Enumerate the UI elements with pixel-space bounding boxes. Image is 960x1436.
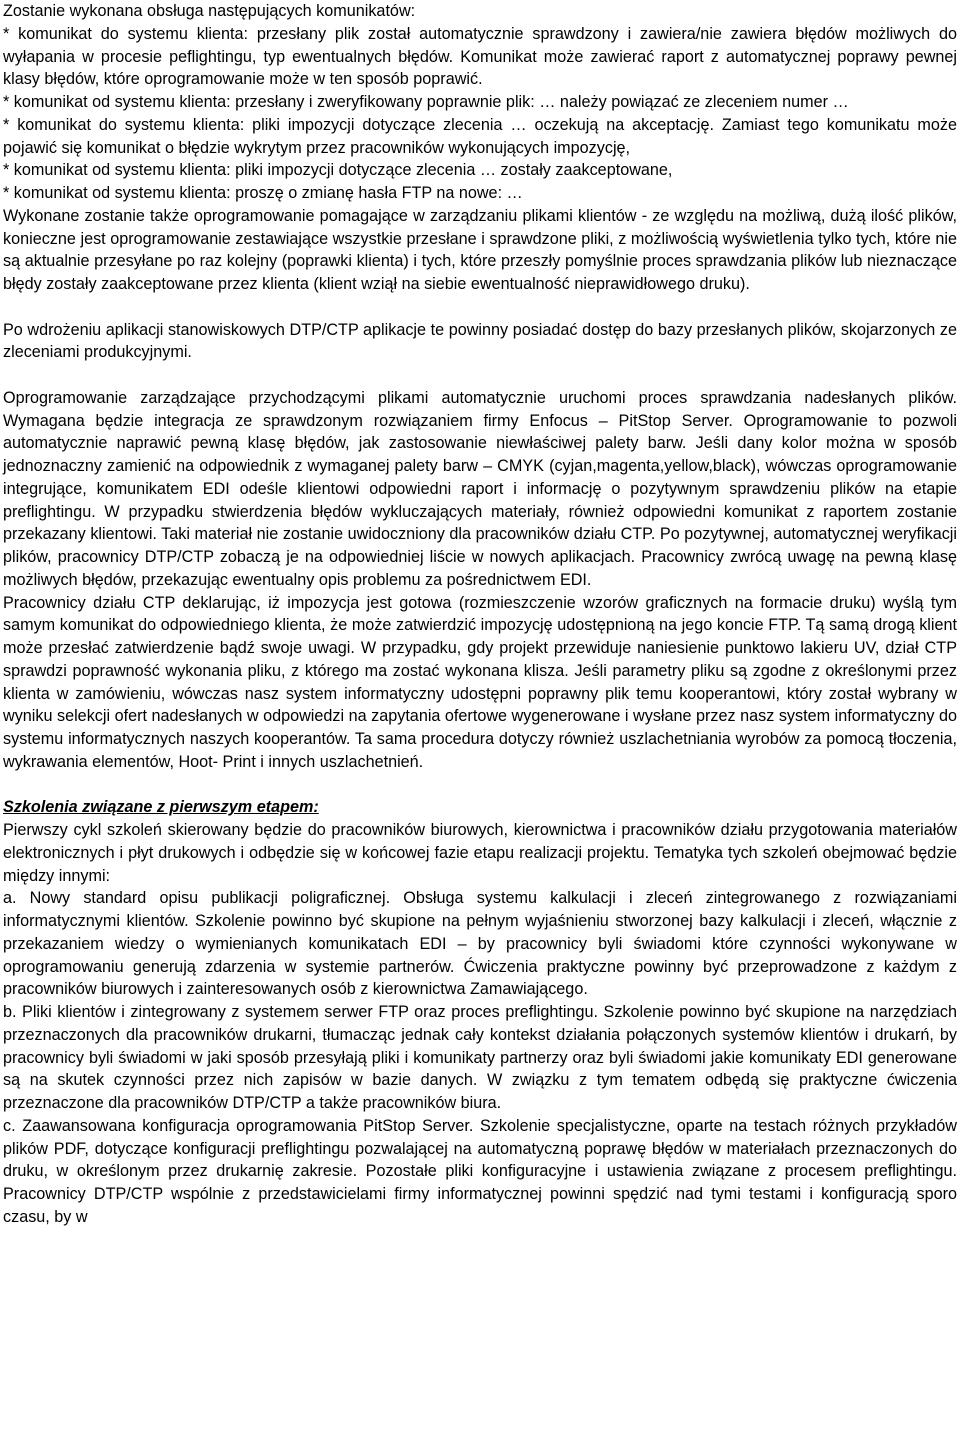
- paragraph-gap: [3, 364, 957, 387]
- paragraph-gap: [3, 296, 957, 319]
- paragraph-file-management: Wykonane zostanie także oprogramowanie pomagające w zarządzaniu plikami klientów - ze względu na możliwą, dużą ilość plików, konieczne jest oprogramowanie zestawiające wszystkie przesłane i sprawdzone pliki, z możliwością wyświetlenia tylko tych, które nie są aktualnie przesyłane po raz kolejny (poprawki klienta) i tych, które przeszły pomyślnie proces sprawdzania plików lub nieznaczące błędy zostały zaakceptowane przez klienta (klient wziął na siebie ewentualność nieprawidłowego druku).: [3, 206, 957, 293]
- message-item-imposition-pending: * komunikat do systemu klienta: pliki impozycji dotyczące zlecenia … oczekują na akceptację. Zamiast tego komunikatu może pojawić się komunikat o błędzie wykrytym przez pracowników wykonujących impozycję,: [3, 115, 957, 157]
- paragraph-training-intro: Pierwszy cykl szkoleń skierowany będzie do pracowników biurowych, kierownictwa i pracowników działu przygotowania materiałów elektronicznych i płyt drukowych i odbędzie się w końcowej fazie etapu realizacji projektu. Tematyka tych szkoleń obejmować będzie między innymi:: [3, 821, 957, 885]
- training-item-b: b. Pliki klientów i zintegrowany z systemem serwer FTP oraz proces preflightingu. Szkolenie powinno być skupione na narzędziach przeznaczonych dla pracowników drukarni, tłumacząc jednak cały kontekst działania połączonych systemów klientów i drukarń, by pracownicy byli świadomi w jaki sposób przesyłają pliki i komunikaty partnerzy oraz byli świadomi jakie komunikaty EDI generowane są na skutek czynności przez nich zapisów w bazie danych. W związku z tym tematem odbędą się praktyczne ćwiczenia przeznaczone dla pracowników DTP/CTP a także pracowników biura.: [3, 1003, 957, 1112]
- document-page: [3, 0, 957, 1229]
- paragraph-preflight-software: Oprogramowanie zarządzające przychodzącymi plikami automatycznie uruchomi proces sprawdzania nadesłanych plików. Wymagana będzie integracja ze sprawdzonym rozwiązaniem firmy Enfocus – PitStop Server. Oprogramowanie to pozwoli automatycznie naprawić pewną klasę błędów, jak zastosowanie niewłaściwej palety barw. Jeśli dany kolor można w sposób jednoznaczny zamienić na odpowiednik z wymaganej palety barw – CMYK (cyjan,magenta,yellow,black), wówczas oprogramowanie integrujące, komunikatem EDI odeśle klientowi odpowiedni raport i informację o pozytywnym sprawdzeniu plików na etapie preflightingu. W przypadku stwierdzenia błędów wykluczających materiały, również odpowiedni komunikat z raportem zostanie przekazany klientowi. Taki materiał nie zostanie uwidoczniony dla pracowników działu CTP. Po pozytywnej, automatycznej weryfikacji plików, pracownicy DTP/CTP zobaczą je na odpowiedniej liście w nowych aplikacjach. Pracownicy zwrócą uwagę na pewną klasę możliwych błędów, przekazując ewentualny opis problemu za pośrednictwem EDI.: [3, 388, 957, 589]
- message-item-file-verified: * komunikat od systemu klienta: przesłany i zweryfikowany poprawnie plik: … należy powiązać ze zleceniem numer …: [3, 93, 849, 111]
- paragraph-ctp-imposition: Pracownicy działu CTP deklarując, iż impozycja jest gotowa (rozmieszczenie wzorów graficznych na formacie druku) wyślą tym samym komunikat do odpowiedniego klienta, że może zatwierdzić impozycję udostępnioną na jego koncie FTP. Tą samą drogą klient może przesłać zatwierdzenie bądź swoje uwagi. W przypadku, gdy projekt przewiduje naniesienie punktowo lakieru UV, dział CTP sprawdzi poprawność wykonania pliku, z którego ma zostać wykonana klisza. Jeśli parametry pliku są zgodne z określonymi przez klienta w zamówieniu, wówczas nasz system informatyczny udostępni poprawny plik temu kooperantowi, który został wybrany w wyniku selekcji ofert nadesłanych w odpowiedzi na zapytania ofertowe wygenerowane i wysłane przez nasz system informatyczny do systemu informatycznych naszych kooperantów. Ta sama procedura dotyczy również uszlachetniania wyrobów za pomocą tłoczenia, wykrawania elementów, Hoot- Print i innych uszlachetnień.: [3, 593, 957, 771]
- message-item-ftp-password: * komunikat od systemu klienta: proszę o zmianę hasła FTP na nowe: …: [3, 184, 523, 202]
- paragraph-dtp-ctp-access: Po wdrożeniu aplikacji stanowiskowych DTP/CTP aplikacje te powinny posiadać dostęp do bazy przesłanych plików, skojarzonych ze zleceniami produkcyjnymi.: [3, 320, 957, 362]
- section-heading: Szkolenia związane z pierwszym etapem:: [3, 798, 319, 817]
- paragraph-gap: [3, 774, 957, 797]
- message-item-imposition-accepted: * komunikat od systemu klienta: pliki impozycji dotyczące zlecenia … zostały zaakceptowane,: [3, 161, 673, 180]
- training-item-a: a. Nowy standard opisu publikacji poligraficznej. Obsługa systemu kalkulacji i zleceń zintegrowanego z rozwiązaniami informatycznymi klientów. Szkolenie powinno być skupione na pełnym wyjaśnieniu stworzonej bazy kalkulacji i zleceń, włącznie z przekazaniem wiedzy o wymienianych komunikatach EDI – by pracownicy byli świadomi które czynności wykonywane w oprogramowaniu generują zdarzenia w systemie partnerów. Ćwiczenia praktyczne powinny być przeprowadzone z każdym z pracowników biurowych i zainteresowanych osób z kierownictwa Zamawiającego.: [3, 889, 957, 999]
- message-item-preflight-report: * komunikat do systemu klienta: przesłany plik został automatycznie sprawdzony i zawiera/nie zawiera błędów możliwych do wyłapania w procesie peflightingu, typ ewentualnych błędów. Komunikat może zawierać raport z automatycznej poprawy pewnej klasy błędów, które oprogramowanie może w ten sposób poprawić.: [3, 24, 957, 89]
- intro-line: Zostanie wykonana obsługa następujących komunikatów:: [3, 2, 416, 20]
- training-item-c: c. Zaawansowana konfiguracja oprogramowania PitStop Server. Szkolenie specjalistyczne, oparte na testach różnych przykładów plików PDF, dotyczące konfiguracji preflightingu pozwalającej na automatyczną poprawę błędów w materiałach przeznaczonych do druku, w określonym przez drukarnię zakresie. Pozostałe pliki konfiguracyjne i ustawienia związane z procesem preflightingu. Pracownicy DTP/CTP wspólnie z przedstawicielami firmy informatycznej powinni spędzić nad tymi testami i konfiguracją sporo czasu, by w: [3, 1116, 957, 1226]
